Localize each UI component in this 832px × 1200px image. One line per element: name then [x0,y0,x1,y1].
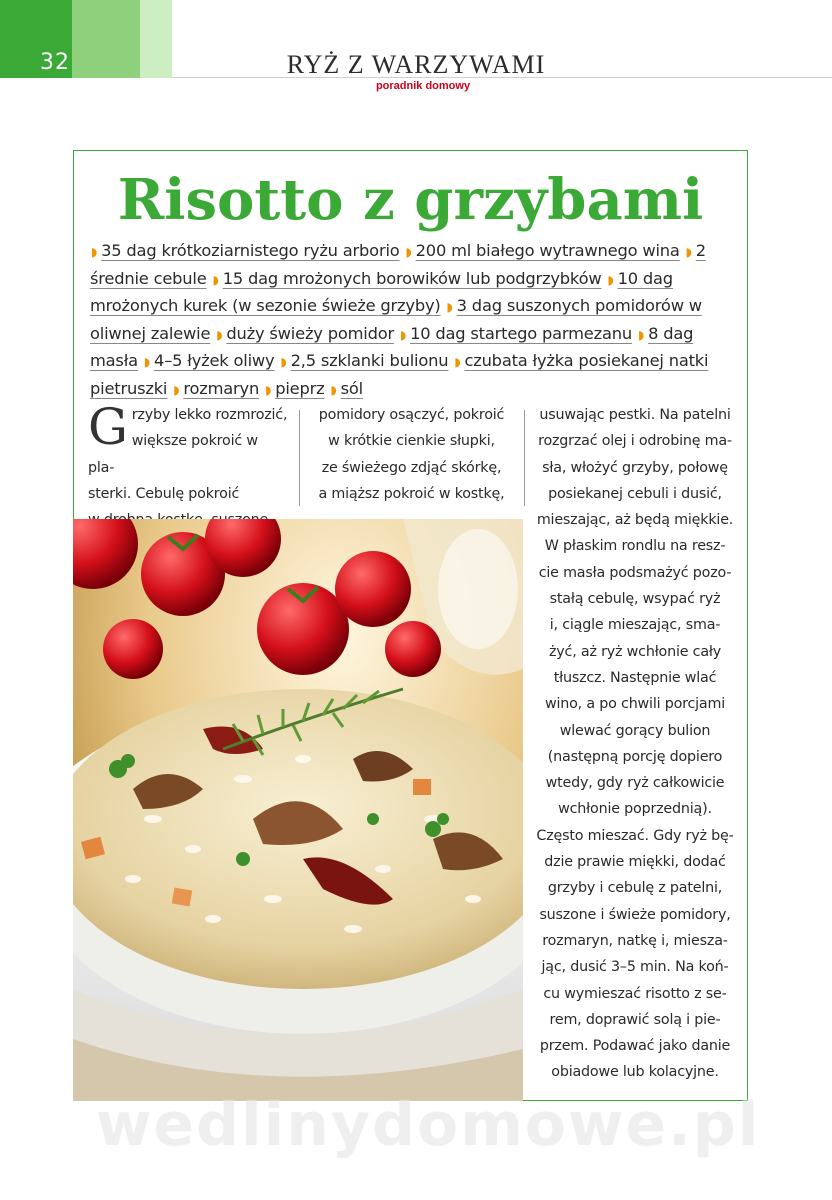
text-line: pomidory osączyć, pokroić [318,407,505,423]
section-title: RYŻ Z WARZYWAMI [286,50,546,79]
bullet-icon: ◗ [607,272,614,287]
text-line: obiadowe lub kolacyjne. [551,1064,719,1081]
ingredient-item: ◗ 2 średnie cebule [90,241,706,288]
ingredient-item: ◗ 2,5 szklanki bulionu [280,351,449,370]
bullet-icon: ◗ [446,300,453,314]
text-line: wchłonie poprzednią). [558,801,712,818]
ingredient-item: ◗ 35 dag krótkoziarnistego ryżu arborio [91,241,400,260]
risotto-photo-illustration [73,519,523,1101]
text-line: tłuszcz. Następnie wlać [553,669,717,686]
risotto-photo [73,519,523,1101]
instructions-column-1 [88,398,288,533]
ingredient-item: ◗ 3 dag suszonych pomidorów w oliwnej zalewie [90,296,702,343]
text-line: cie masła podsmażyć pozo- [538,564,732,581]
ingredient-item: ◗ pieprz [265,378,325,398]
text-line: żyć, aż ryż wchłonie cały [548,643,722,660]
bullet-icon: ◗ [173,382,180,397]
bullet-icon: ◗ [91,245,98,259]
text-line: wlewać gorący bulion [559,722,711,739]
column-divider [299,410,300,506]
recipe-title: Risotto z grzybami [117,167,704,233]
ingredient-item: ◗ 10 dag startego parmezanu [399,323,632,343]
publication-subtitle: poradnik domowy [375,80,471,92]
text-line: rozgrzać olej i odrobinę ma- [538,433,732,450]
bullet-icon: ◗ [454,355,461,369]
bullet-icon: ◗ [280,355,287,369]
instructions-column-3 [535,402,735,1086]
text-line: większe pokroić w pla- [88,433,258,476]
bullet-icon: ◗ [405,245,412,259]
ingredient-item: ◗ czubata łyżka posiekanej natki pietruszki [90,351,709,398]
text-line: Często mieszać. Gdy ryż bę- [536,827,734,844]
text-line: sterki. Cebulę pokroić [88,485,240,502]
ingredient-item: ◗ 8 dag masła [90,323,694,370]
ingredient-item: ◗ duży świeży pomidor [216,323,394,343]
text-line: rzyby lekko rozmrozić, [131,407,288,423]
instructions-column-2 [309,402,514,507]
text-line: w krótkie cienkie słupki, [328,433,495,450]
bullet-icon: ◗ [330,382,337,397]
ingredient-item: ◗ 15 dag mrożonych borowików lub podgrzybków [212,268,602,288]
text-line: cu wymieszać risotto z se- [543,985,727,1002]
ingredient-list [90,238,740,403]
bullet-icon: ◗ [265,382,272,397]
text-line: jąc, dusić 3–5 min. Na koń- [541,959,729,976]
text-line: sła, włożyć grzyby, połowę [542,459,728,476]
text-line: i, ciągle mieszając, sma- [549,617,721,634]
text-line: mieszając, aż będą miękkie. [536,512,734,529]
ingredient-item: ◗ 10 dag mrożonych kurek (w sezonie świeże grzyby) [90,268,673,315]
text-line: dzie prawie miękki, dodać [544,854,726,871]
ingredient-item: ◗ 4–5 łyżek oliwy [143,351,275,370]
ingredient-item: ◗ 200 ml białego wytrawnego wina [405,241,680,260]
bullet-icon: ◗ [216,327,223,342]
ingredient-item: ◗ rozmaryn [173,378,260,398]
drop-cap: G [88,398,128,456]
text-line: posiekanej cebuli i dusić, [548,485,722,502]
text-line: suszone i świeże pomidory, [539,906,731,923]
text-line: stałą cebulę, wsypać ryż [549,591,721,608]
text-line: usuwając pestki. Na patelni [539,407,731,423]
watermark: wedlinydomowe.pl [96,1090,761,1160]
bullet-icon: ◗ [143,355,151,369]
bullet-icon: ◗ [685,245,692,259]
page-number: 32 [40,50,70,75]
text-line: wtedy, gdy ryż całkowicie [545,775,725,792]
text-line: rem, doprawić solą i pie- [549,1011,721,1028]
bullet-icon: ◗ [399,327,407,342]
column-divider [524,410,525,506]
text-line: przem. Podawać jako danie [539,1038,731,1055]
text-line: a miąższ pokroić w kostkę, [318,485,505,502]
ingredient-item: ◗ sól [330,378,363,398]
text-line: wino, a po chwili porcjami [545,696,725,713]
text-line: grzyby i cebulę z patelni, [547,880,723,897]
bullet-icon: ◗ [637,327,645,342]
text-line: ze świeżego zdjąć skórkę, [321,459,502,476]
text-line: W płaskim rondlu na resz- [544,538,726,555]
bullet-icon: ◗ [212,272,219,287]
text-line: (następną porcję dopiero [547,748,723,765]
text-line: rozmaryn, natkę i, miesza- [542,932,728,949]
